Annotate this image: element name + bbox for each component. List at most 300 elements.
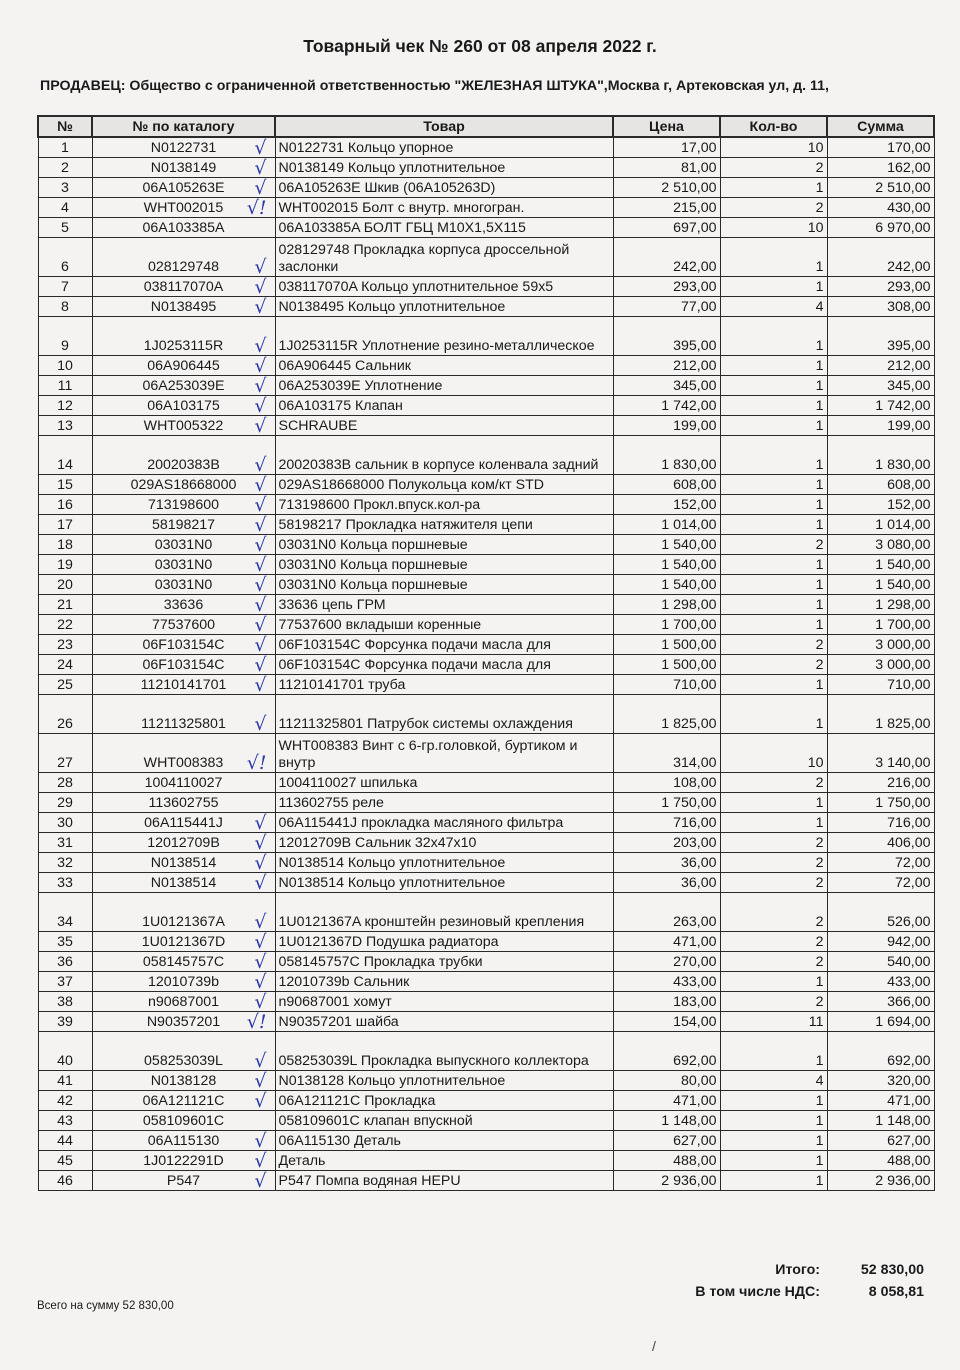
row-number: 42 — [38, 1091, 92, 1111]
catalog-number — [92, 436, 275, 475]
row-number: 16 — [38, 495, 92, 515]
price: 203,00 — [613, 833, 720, 853]
line-sum: 2 510,00 — [827, 178, 934, 198]
quantity: 11 — [720, 1012, 827, 1032]
table-row — [38, 416, 934, 436]
col-header-product: Товар — [275, 116, 613, 137]
product-name: 1U0121367D Подушка радиатора — [275, 932, 613, 952]
quantity: 1 — [720, 1171, 827, 1191]
product-name: 03031N0 Кольца поршневые — [275, 555, 613, 575]
quantity: 1 — [720, 495, 827, 515]
catalog-number-text: 06A103385A — [142, 220, 225, 236]
line-sum: 3 000,00 — [827, 655, 934, 675]
table-row — [38, 396, 934, 416]
price: 697,00 — [613, 218, 720, 238]
line-sum: 152,00 — [827, 495, 934, 515]
price: 36,00 — [613, 853, 720, 873]
catalog-number-text: WHT008383 — [143, 755, 224, 771]
handwritten-check-mark: √ — [254, 335, 267, 356]
line-sum: 540,00 — [827, 952, 934, 972]
catalog-number — [92, 495, 275, 515]
catalog-number-text: 038117070A — [143, 279, 224, 295]
table-row — [38, 1131, 934, 1151]
price: 608,00 — [613, 475, 720, 495]
row-number: 30 — [38, 813, 92, 833]
catalog-number — [92, 1171, 275, 1191]
table-row — [38, 695, 934, 734]
quantity: 1 — [720, 972, 827, 992]
table-row — [38, 873, 934, 893]
row-number: 31 — [38, 833, 92, 853]
handwritten-check-mark: √ — [254, 931, 267, 952]
handwritten-check-mark: √ — [254, 1150, 267, 1171]
catalog-number-text: 029AS18668000 — [130, 477, 237, 493]
product-name: 20020383B сальник в корпусе коленвала задний — [275, 436, 613, 475]
handwritten-check-mark: √ — [254, 654, 267, 675]
table-row — [38, 734, 934, 773]
product-name: 12012709B Сальник 32x47x10 — [275, 833, 613, 853]
quantity: 1 — [720, 1091, 827, 1111]
price: 314,00 — [613, 734, 720, 773]
quantity: 1 — [720, 695, 827, 734]
quantity: 1 — [720, 416, 827, 436]
catalog-number — [92, 1151, 275, 1171]
catalog-number — [92, 734, 275, 773]
price: 199,00 — [613, 416, 720, 436]
row-number: 13 — [38, 416, 92, 436]
row-number: 1 — [38, 137, 92, 158]
quantity: 2 — [720, 158, 827, 178]
handwritten-check-mark: √! — [246, 197, 267, 218]
product-name: 03031N0 Кольца поршневые — [275, 575, 613, 595]
catalog-number — [92, 793, 275, 813]
product-name: 06A906445 Сальник — [275, 356, 613, 376]
price: 1 540,00 — [613, 555, 720, 575]
catalog-number-text: 058145757C — [142, 954, 225, 970]
line-sum: 308,00 — [827, 297, 934, 317]
price: 395,00 — [613, 317, 720, 356]
quantity: 4 — [720, 297, 827, 317]
handwritten-check-mark: √ — [254, 634, 267, 655]
catalog-number-text: 11210141701 — [140, 677, 227, 693]
handwritten-check-mark: √ — [254, 554, 267, 575]
receipt-title: Товарный чек № 260 от 08 апреля 2022 г. — [303, 36, 657, 56]
table-row — [38, 1032, 934, 1071]
line-sum: 942,00 — [827, 932, 934, 952]
price: 1 148,00 — [613, 1111, 720, 1131]
line-sum: 1 148,00 — [827, 1111, 934, 1131]
row-number: 19 — [38, 555, 92, 575]
product-name: N0122731 Кольцо упорное — [275, 137, 613, 158]
quantity: 10 — [720, 734, 827, 773]
row-number: 44 — [38, 1131, 92, 1151]
price: 692,00 — [613, 1032, 720, 1071]
product-name: 06A103175 Клапан — [275, 396, 613, 416]
row-number: 41 — [38, 1071, 92, 1091]
catalog-number — [92, 416, 275, 436]
catalog-number — [92, 992, 275, 1012]
line-sum: 1 540,00 — [827, 575, 934, 595]
catalog-number — [92, 1012, 275, 1032]
quantity: 1 — [720, 475, 827, 495]
product-name: 06A115130 Деталь — [275, 1131, 613, 1151]
line-sum: 242,00 — [827, 238, 934, 277]
product-name: 029AS18668000 Полукольца ком/кт STD — [275, 475, 613, 495]
handwritten-check-mark: √ — [254, 852, 267, 873]
table-row — [38, 158, 934, 178]
table-row — [38, 218, 934, 238]
catalog-number — [92, 615, 275, 635]
catalog-number-text: 12010739b — [147, 974, 219, 990]
catalog-number — [92, 356, 275, 376]
row-number: 4 — [38, 198, 92, 218]
handwritten-check-mark: √ — [254, 514, 267, 535]
line-sum: 471,00 — [827, 1091, 934, 1111]
quantity: 1 — [720, 575, 827, 595]
price: 627,00 — [613, 1131, 720, 1151]
table-row — [38, 495, 934, 515]
row-number: 34 — [38, 893, 92, 932]
catalog-number-text: 06A105263E — [142, 180, 225, 196]
catalog-number — [92, 635, 275, 655]
catalog-number-text: 1U0121367A — [142, 914, 225, 930]
catalog-number-text: N0122731 — [150, 140, 217, 156]
product-name: 33636 цепь ГРМ — [275, 595, 613, 615]
row-number: 45 — [38, 1151, 92, 1171]
quantity: 1 — [720, 436, 827, 475]
catalog-number — [92, 575, 275, 595]
product-name: WHT008383 Винт с 6-гр.головкой, буртиком и внутр — [275, 734, 613, 773]
price: 471,00 — [613, 932, 720, 952]
catalog-number — [92, 813, 275, 833]
table-row — [38, 238, 934, 277]
catalog-number-text: N0138514 — [150, 855, 217, 871]
footnote-total-words: Всего на сумму 52 830,00 — [37, 1300, 174, 1312]
line-sum: 3 000,00 — [827, 635, 934, 655]
product-name: SCHRAUBE — [275, 416, 613, 436]
line-sum: 430,00 — [827, 198, 934, 218]
quantity: 1 — [720, 1111, 827, 1131]
table-row — [38, 198, 934, 218]
catalog-number — [92, 1091, 275, 1111]
product-name: 06A103385A БОЛТ ГБЦ М10Х1,5Х115 — [275, 218, 613, 238]
line-sum: 72,00 — [827, 853, 934, 873]
row-number: 38 — [38, 992, 92, 1012]
quantity: 2 — [720, 853, 827, 873]
quantity: 2 — [720, 833, 827, 853]
table-row — [38, 137, 934, 158]
catalog-number — [92, 595, 275, 615]
price: 183,00 — [613, 992, 720, 1012]
product-name: 06A121121C Прокладка — [275, 1091, 613, 1111]
row-number: 8 — [38, 297, 92, 317]
product-name: 1004110027 шпилька — [275, 773, 613, 793]
catalog-number — [92, 376, 275, 396]
price: 152,00 — [613, 495, 720, 515]
catalog-number-text: 33636 — [163, 597, 204, 613]
row-number: 11 — [38, 376, 92, 396]
catalog-number — [92, 1071, 275, 1091]
product-name: 03031N0 Кольца поршневые — [275, 535, 613, 555]
price: 263,00 — [613, 893, 720, 932]
price: 270,00 — [613, 952, 720, 972]
row-number: 18 — [38, 535, 92, 555]
catalog-number — [92, 297, 275, 317]
product-name: N90357201 шайба — [275, 1012, 613, 1032]
handwritten-check-mark: √ — [254, 971, 267, 992]
table-row — [38, 1071, 934, 1091]
catalog-number — [92, 833, 275, 853]
catalog-number — [92, 158, 275, 178]
price: 215,00 — [613, 198, 720, 218]
table-row — [38, 833, 934, 853]
product-name: 058145757C Прокладка трубки — [275, 952, 613, 972]
line-sum: 1 700,00 — [827, 615, 934, 635]
handwritten-check-mark: √ — [254, 474, 267, 495]
table-row — [38, 277, 934, 297]
product-name: 06F103154C Форсунка подачи масла для — [275, 655, 613, 675]
handwritten-check-mark: √ — [254, 832, 267, 853]
handwritten-check-mark: √ — [254, 574, 267, 595]
total-row — [600, 1262, 930, 1284]
product-name: P547 Помпа водяная HEPU — [275, 1171, 613, 1191]
quantity: 1 — [720, 317, 827, 356]
catalog-number-text: 1J0253115R — [143, 338, 224, 354]
items-table — [37, 115, 935, 1191]
catalog-number-text: n90687001 — [147, 994, 219, 1010]
price: 81,00 — [613, 158, 720, 178]
handwritten-check-mark: √ — [254, 951, 267, 972]
price: 1 014,00 — [613, 515, 720, 535]
table-row — [38, 436, 934, 475]
product-name: N0138128 Кольцо уплотнительное — [275, 1071, 613, 1091]
line-sum: 526,00 — [827, 893, 934, 932]
row-number: 29 — [38, 793, 92, 813]
line-sum: 162,00 — [827, 158, 934, 178]
row-number: 25 — [38, 675, 92, 695]
line-sum: 1 540,00 — [827, 555, 934, 575]
catalog-number-text: 06F103154C — [142, 657, 225, 673]
quantity: 1 — [720, 793, 827, 813]
product-name: 06A253039E Уплотнение — [275, 376, 613, 396]
table-row — [38, 575, 934, 595]
quantity: 1 — [720, 396, 827, 416]
quantity: 2 — [720, 635, 827, 655]
table-row — [38, 1111, 934, 1131]
table-row — [38, 595, 934, 615]
handwritten-check-mark: √ — [254, 177, 267, 198]
catalog-number — [92, 555, 275, 575]
table-row — [38, 356, 934, 376]
price: 108,00 — [613, 773, 720, 793]
product-name: 038117070A Кольцо уплотнительное 59x5 — [275, 277, 613, 297]
table-row — [38, 376, 934, 396]
line-sum: 293,00 — [827, 277, 934, 297]
price: 154,00 — [613, 1012, 720, 1032]
catalog-number — [92, 1111, 275, 1131]
handwritten-check-mark: √ — [254, 1090, 267, 1111]
quantity: 4 — [720, 1071, 827, 1091]
quantity: 1 — [720, 178, 827, 198]
catalog-number — [92, 475, 275, 495]
catalog-number-text: 113602755 — [148, 795, 219, 811]
catalog-number-text: 1004110027 — [144, 775, 223, 791]
handwritten-check-mark: √ — [254, 137, 267, 158]
col-header-sum: Сумма — [827, 116, 934, 137]
line-sum: 627,00 — [827, 1131, 934, 1151]
line-sum: 395,00 — [827, 317, 934, 356]
table-row — [38, 555, 934, 575]
row-number: 28 — [38, 773, 92, 793]
row-number: 7 — [38, 277, 92, 297]
product-name: 06A115441J прокладка масляного фильтра — [275, 813, 613, 833]
row-number: 5 — [38, 218, 92, 238]
handwritten-check-mark: √ — [254, 713, 267, 734]
price: 1 742,00 — [613, 396, 720, 416]
catalog-number-text: 058253039L — [144, 1053, 223, 1069]
handwritten-check-mark: √ — [254, 415, 267, 436]
price: 345,00 — [613, 376, 720, 396]
catalog-number-text: 028129748 — [147, 259, 219, 275]
quantity: 1 — [720, 238, 827, 277]
catalog-number — [92, 317, 275, 356]
catalog-number-text: 20020383B — [147, 457, 220, 473]
catalog-number — [92, 853, 275, 873]
catalog-number-text: 06A253039E — [142, 378, 225, 394]
catalog-number — [92, 218, 275, 238]
line-sum: 488,00 — [827, 1151, 934, 1171]
catalog-number-text: 06F103154C — [142, 637, 225, 653]
table-row — [38, 655, 934, 675]
row-number: 26 — [38, 695, 92, 734]
vat-row — [600, 1284, 930, 1306]
totals-block — [600, 1262, 930, 1306]
catalog-number-text: 77537600 — [151, 617, 216, 633]
line-sum: 72,00 — [827, 873, 934, 893]
seller-line: ПРОДАВЕЦ: Общество с ограниченной ответственностью "ЖЕЛЕЗНАЯ ШТУКА",Москва г, Артековская ул, д. 11, — [40, 78, 829, 94]
catalog-number — [92, 1032, 275, 1071]
price: 1 540,00 — [613, 575, 720, 595]
handwritten-check-mark: √ — [254, 534, 267, 555]
catalog-number — [92, 277, 275, 297]
catalog-number — [92, 873, 275, 893]
product-name: 058109601C клапан впускной — [275, 1111, 613, 1131]
handwritten-check-mark: √ — [254, 494, 267, 515]
catalog-number-text: 06A115130 — [147, 1133, 220, 1149]
row-number: 17 — [38, 515, 92, 535]
price: 1 540,00 — [613, 535, 720, 555]
quantity: 1 — [720, 1131, 827, 1151]
product-name: 06A105263E Шкив (06A105263D) — [275, 178, 613, 198]
row-number: 15 — [38, 475, 92, 495]
product-name: 1U0121367A кронштейн резиновый крепления — [275, 893, 613, 932]
row-number: 20 — [38, 575, 92, 595]
line-sum: 170,00 — [827, 137, 934, 158]
line-sum: 320,00 — [827, 1071, 934, 1091]
total-value: 52 830,00 — [860, 1262, 924, 1278]
price: 1 700,00 — [613, 615, 720, 635]
table-row — [38, 773, 934, 793]
catalog-number-text: 058109601C — [142, 1113, 225, 1129]
product-name: N0138149 Кольцо уплотнительное — [275, 158, 613, 178]
quantity: 2 — [720, 992, 827, 1012]
line-sum: 1 694,00 — [827, 1012, 934, 1032]
product-name: N0138514 Кольцо уплотнительное — [275, 873, 613, 893]
handwritten-check-mark: √! — [246, 1011, 267, 1032]
product-name: 11210141701 труба — [275, 675, 613, 695]
catalog-number-text: P547 — [166, 1173, 201, 1189]
price: 2 510,00 — [613, 178, 720, 198]
quantity: 1 — [720, 615, 827, 635]
line-sum: 212,00 — [827, 356, 934, 376]
catalog-number-text: 03031N0 — [154, 557, 213, 573]
product-name: 06F103154C Форсунка подачи масла для — [275, 635, 613, 655]
row-number: 2 — [38, 158, 92, 178]
table-row — [38, 932, 934, 952]
quantity: 2 — [720, 655, 827, 675]
quantity: 2 — [720, 535, 827, 555]
catalog-number-text: 06A103175 — [147, 398, 220, 414]
row-number: 21 — [38, 595, 92, 615]
row-number: 10 — [38, 356, 92, 376]
catalog-number — [92, 178, 275, 198]
quantity: 1 — [720, 675, 827, 695]
catalog-number-text: 1J0122291D — [143, 1153, 224, 1169]
line-sum: 1 750,00 — [827, 793, 934, 813]
product-name: 1J0253115R Уплотнение резино-металлическое — [275, 317, 613, 356]
catalog-number — [92, 952, 275, 972]
col-header-number: № — [38, 116, 92, 137]
row-number: 22 — [38, 615, 92, 635]
handwritten-check-mark: √ — [254, 1050, 267, 1071]
vat-value: 8 058,81 — [868, 1284, 924, 1300]
table-row — [38, 297, 934, 317]
price: 2 936,00 — [613, 1171, 720, 1191]
quantity: 2 — [720, 198, 827, 218]
table-row — [38, 515, 934, 535]
catalog-number — [92, 675, 275, 695]
line-sum: 216,00 — [827, 773, 934, 793]
handwritten-check-mark: √ — [254, 594, 267, 615]
row-number: 3 — [38, 178, 92, 198]
price: 77,00 — [613, 297, 720, 317]
quantity: 1 — [720, 813, 827, 833]
line-sum: 406,00 — [827, 833, 934, 853]
row-number: 23 — [38, 635, 92, 655]
row-number: 36 — [38, 952, 92, 972]
catalog-number-text: 58198217 — [151, 517, 216, 533]
price: 36,00 — [613, 873, 720, 893]
table-row — [38, 1151, 934, 1171]
product-name: N0138514 Кольцо уплотнительное — [275, 853, 613, 873]
catalog-number-text: 06A115441J — [144, 815, 223, 831]
catalog-number — [92, 535, 275, 555]
price: 433,00 — [613, 972, 720, 992]
line-sum: 2 936,00 — [827, 1171, 934, 1191]
handwritten-check-mark: √ — [254, 296, 267, 317]
row-number: 33 — [38, 873, 92, 893]
product-name: N0138495 Кольцо уплотнительное — [275, 297, 613, 317]
quantity: 2 — [720, 893, 827, 932]
product-name: Деталь — [275, 1151, 613, 1171]
price: 80,00 — [613, 1071, 720, 1091]
line-sum: 3 140,00 — [827, 734, 934, 773]
quantity: 10 — [720, 137, 827, 158]
product-name: 12010739b Сальник — [275, 972, 613, 992]
quantity: 2 — [720, 873, 827, 893]
handwritten-check-mark: √ — [254, 375, 267, 396]
handwritten-check-mark: √ — [254, 1070, 267, 1091]
